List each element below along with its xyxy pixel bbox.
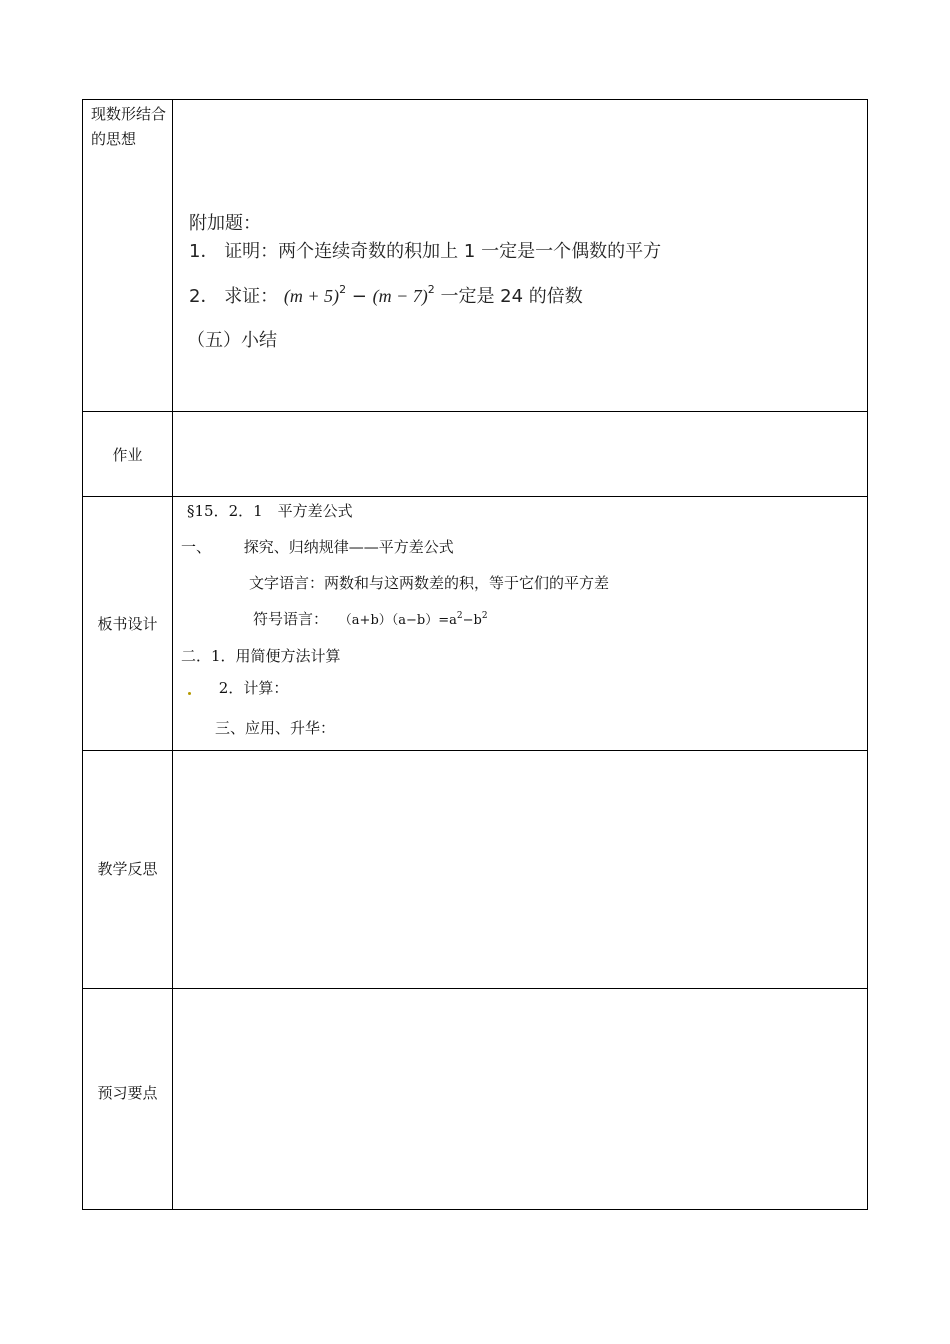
item-prefix: 求证： bbox=[224, 286, 279, 307]
exponent: 2 bbox=[339, 283, 347, 296]
addon-item-2 bbox=[189, 282, 583, 308]
item-text: 证明：两个连续奇数的积加上 1 一定是一个偶数的平方 bbox=[224, 241, 662, 262]
minus-sign: − bbox=[346, 286, 373, 307]
calc-text: 2．计算： bbox=[218, 679, 289, 697]
board-line-calc bbox=[187, 677, 288, 698]
formula-head: （a+b）（a−b）=a bbox=[338, 613, 457, 628]
section-number: 一、 bbox=[181, 538, 212, 556]
summary-heading: （五）小结 bbox=[187, 330, 277, 351]
formula-tail: −b bbox=[462, 613, 482, 628]
row-divider bbox=[83, 411, 867, 412]
math-term-b: (m − 7) bbox=[372, 286, 428, 306]
row-label-reflection: 教学反思 bbox=[97, 860, 158, 878]
exponent: 2 bbox=[456, 611, 463, 621]
exponent: 2 bbox=[427, 283, 435, 296]
addon-item-1 bbox=[189, 237, 661, 263]
item-number: 1． bbox=[189, 241, 219, 262]
addon-title: 附加题： bbox=[189, 213, 261, 234]
row-label-board-design: 板书设计 bbox=[97, 615, 158, 633]
row-divider bbox=[83, 496, 867, 497]
board-line-section-1 bbox=[181, 536, 454, 557]
row-label-preview: 预习要点 bbox=[97, 1084, 158, 1102]
bullet-dot bbox=[188, 692, 191, 695]
row-label-homework: 作业 bbox=[112, 446, 143, 464]
section-text: 探究、归纳规律——平方差公式 bbox=[243, 538, 454, 556]
row-divider bbox=[83, 988, 867, 989]
board-line-symbol-language bbox=[253, 608, 488, 629]
row-divider bbox=[83, 750, 867, 751]
column-divider bbox=[172, 100, 173, 1209]
item-suffix: 一定是 24 的倍数 bbox=[434, 286, 583, 307]
math-term-a: (m + 5) bbox=[283, 286, 340, 306]
lesson-plan-table bbox=[82, 99, 868, 1210]
exponent: 2 bbox=[481, 611, 488, 621]
board-line-section-2: 二．1．用简便方法计算 bbox=[181, 647, 341, 665]
item-number: 2． bbox=[189, 286, 219, 307]
board-line-title: §15．2．1 平方差公式 bbox=[187, 502, 353, 520]
symbol-formula bbox=[339, 613, 488, 628]
row-label-thinking: 现数形结合的思想 bbox=[91, 105, 167, 148]
symbol-prefix: 符号语言： bbox=[253, 610, 329, 628]
board-line-text-language: 文字语言：两数和与这两数差的积，等于它们的平方差 bbox=[249, 574, 610, 592]
board-line-section-3: 三、应用、升华： bbox=[215, 719, 336, 737]
